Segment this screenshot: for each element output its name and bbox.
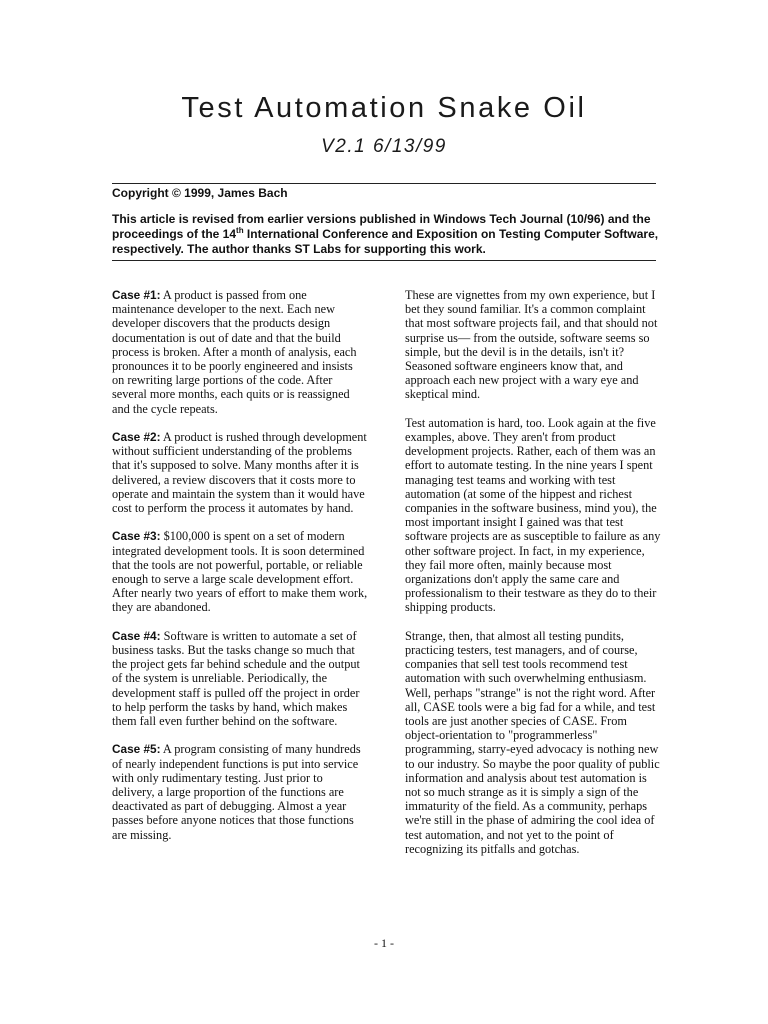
case-text-5: A program consisting of many hundreds of nearly independent functions is put into service with only rudimentary testing. Just prior to delivery, a large proportion of the functions are deactivated as part of debugging. Almost a year passes before anyone notices that those functions are missing. — [112, 742, 361, 842]
case-paragraph-1 — [112, 288, 368, 416]
case-label-4: Case #4: — [112, 628, 161, 643]
revision-notice-part1: This article is revised from earlier versions published in Windows Tech Journal (10/96) and the proceedings of the 14 — [112, 212, 651, 241]
left-column — [112, 288, 368, 856]
right-column — [405, 288, 661, 870]
body-paragraph-3: Strange, then, that almost all testing pundits, practicing testers, test managers, and of course, companies that sell test tools recommend test automation with such overwhelming enthusiasm. Well, perhaps "strange" is not the right word. After all, CASE tools were a big fad for a while, and test tools are just another species of CASE. From object-orientation to "programmerless" programming, starry-eyed advocacy is nothing new to our industry. So maybe the poor quality of public information and analysis about test automation is not so much strange as it is simply a sign of the immaturity of the field. As a community, perhaps we're still in the phase of admiring the cool idea of test automation, and not yet to the point of recognizing its pitfalls and gotchas. — [405, 628, 660, 856]
case-paragraph-4 — [112, 629, 368, 728]
case-text-4: Software is written to automate a set of business tasks. But the tasks change so much that the project gets far behind schedule and the output of the system is unreliable. Periodically, the development staff is pulled off the project in order to help perform the tasks by hand, which makes them fall even further behind on the software. — [112, 628, 360, 729]
body-paragraph-2: Test automation is hard, too. Look again at the five examples, above. They aren't from product development projects. Rather, each of them was an effort to automate testing. In the nine years I spent managing test teams and working with test automation (at some of the hippest and richest companies in the software business, mind you), the most important insight I gained was that test software projects are as susceptible to failure as any other software project. In fact, in my experience, they fail more often, mainly because most organizations don't apply the same care and professionalism to their testware as they do to their shipping products. — [405, 415, 661, 615]
case-label-2: Case #2: — [112, 430, 161, 445]
page-number: - 1 - — [374, 936, 394, 950]
body-paragraph-1: These are vignettes from my own experience, but I bet they sound familiar. It's a common complaint that most software projects fail, and that should not surprise us— from the outside, software seems so simple, but the devil is in the details, isn't it? Seasoned software engineers know that, and approach each new project with a wary eye and skeptical mind. — [405, 288, 658, 402]
case-text-1: A product is passed from one maintenance developer to the next. Each new developer discovers that the products design documentation is out of date and that the build process is broken. After a month of analysis, each pronounces it to be poorly engineered and insists on rewriting large portions of the code. After several more months, each quits or is reassigned and the cycle repeats. — [112, 288, 357, 416]
ordinal-suffix: th — [236, 226, 244, 235]
case-label-5: Case #5: — [112, 742, 161, 757]
divider-bottom — [112, 260, 656, 261]
case-text-3: $100,000 is spent on a set of modern integrated development tools. It is soon determined that the tools are not powerful, portable, or reliable enough to serve a large scale development effort. After nearly two years of effort to make them work, they are abandoned. — [112, 529, 368, 615]
revision-notice — [112, 212, 660, 257]
document-title: Test Automation Snake Oil — [181, 92, 587, 124]
version-date: V2.1 6/13/99 — [321, 136, 447, 157]
case-paragraph-3 — [112, 529, 368, 614]
case-label-1: Case #1: — [112, 288, 161, 302]
case-text-2: A product is rushed through development without sufficient understanding of the problems that it's supposed to solve. Many months after it is delivered, a review discovers that it costs more to operate and maintain the system than it would have cost to perform the process it automates by hand. — [112, 430, 367, 516]
revision-notice-part2: International Conference and Exposition on Testing Computer Software, respectively. The author thanks ST Labs for supporting this work. — [112, 227, 659, 256]
case-label-3: Case #3: — [112, 529, 161, 544]
divider-top — [112, 183, 656, 184]
copyright-line: Copyright © 1999, James Bach — [112, 186, 288, 200]
case-paragraph-5 — [112, 742, 368, 841]
case-paragraph-2 — [112, 430, 368, 515]
